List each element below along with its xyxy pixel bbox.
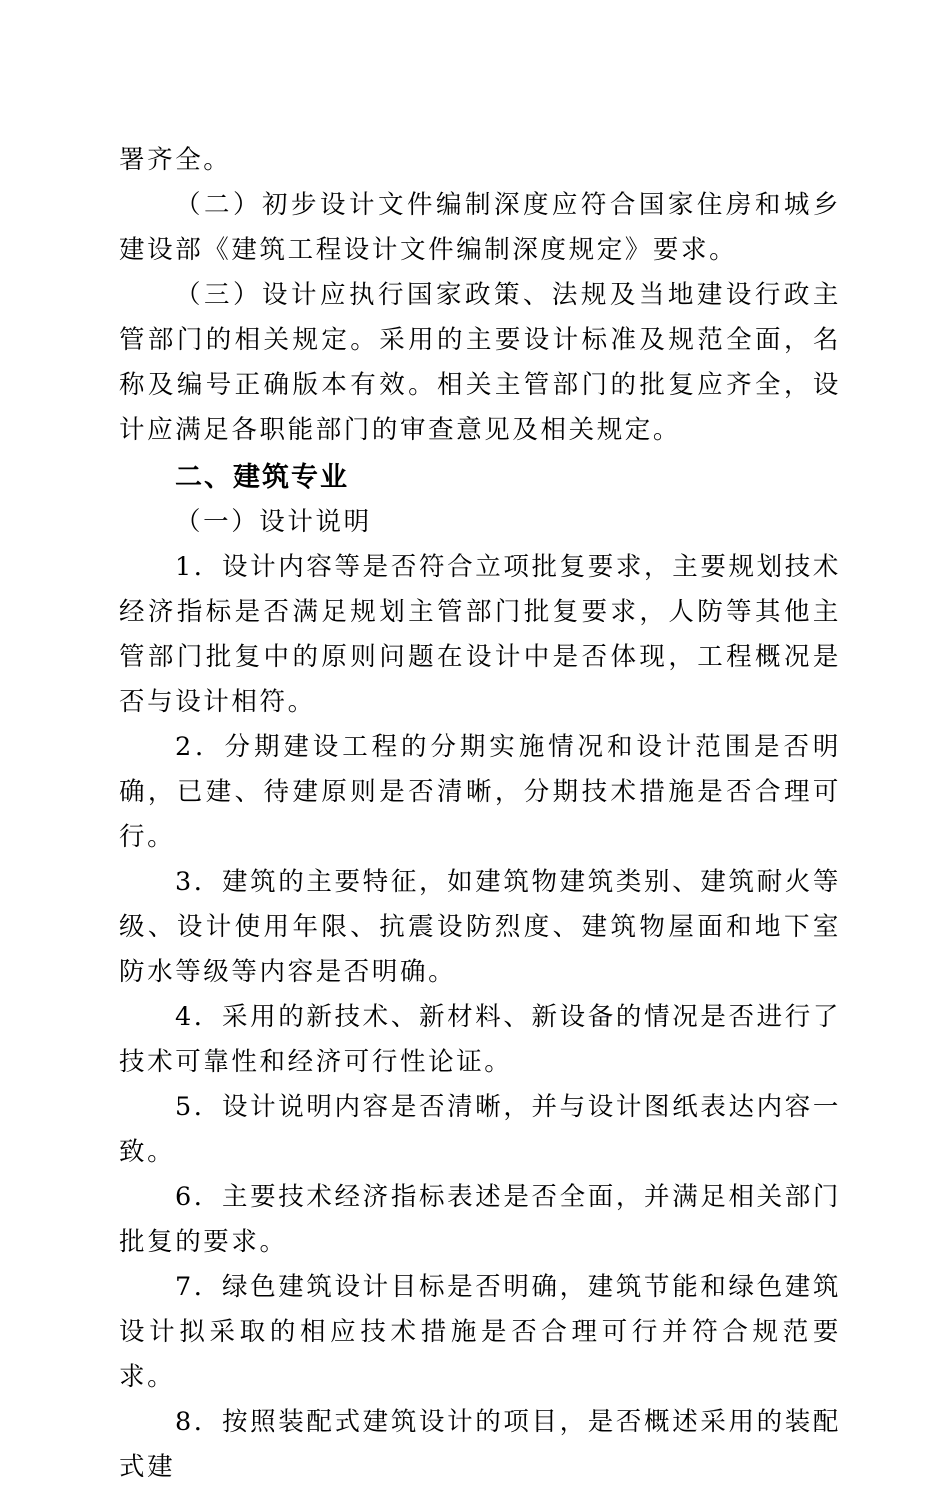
- list-item-6: 6．主要技术经济指标表述是否全面，并满足相关部门批复的要求。: [119, 1182, 841, 1257]
- list-item-5: 5．设计说明内容是否清晰，并与设计图纸表达内容一致。: [119, 1092, 841, 1167]
- paragraph-policy-compliance: （三）设计应执行国家政策、法规及当地建设行政主管部门的相关规定。采用的主要设计标准及规范全面，名称及编号正确版本有效。相关主管部门的批复应齐全，设计应满足各职能部门的审查意见及相关规定。: [119, 280, 841, 445]
- paragraph-depth-requirement: （二）初步设计文件编制深度应符合国家住房和城乡建设部《建筑工程设计文件编制深度规定》要求。: [119, 190, 841, 265]
- list-item-3: 3．建筑的主要特征，如建筑物建筑类别、建筑耐火等级、设计使用年限、抗震设防烈度、建筑物屋面和地下室防水等级等内容是否明确。: [119, 867, 841, 987]
- list-item-2: 2．分期建设工程的分期实施情况和设计范围是否明确，已建、待建原则是否清晰，分期技术措施是否合理可行。: [119, 732, 841, 852]
- section-heading-architecture: 二、建筑专业: [175, 462, 349, 493]
- list-item-8: 8．按照装配式建筑设计的项目，是否概述采用的装配式建: [119, 1407, 841, 1482]
- paragraph-signature-complete: 署齐全。: [119, 145, 232, 175]
- subsection-heading-design-notes: （一）设计说明: [175, 507, 372, 537]
- list-item-4: 4．采用的新技术、新材料、新设备的情况是否进行了技术可靠性和经济可行性论证。: [119, 1002, 841, 1077]
- list-item-7: 7．绿色建筑设计目标是否明确，建筑节能和绿色建筑设计拟采取的相应技术措施是否合理可行并符合规范要求。: [119, 1272, 841, 1392]
- list-item-1: 1．设计内容等是否符合立项批复要求，主要规划技术经济指标是否满足规划主管部门批复要求，人防等其他主管部门批复中的原则问题在设计中是否体现，工程概况是否与设计相符。: [119, 552, 841, 717]
- document-page: [119, 138, 841, 1490]
